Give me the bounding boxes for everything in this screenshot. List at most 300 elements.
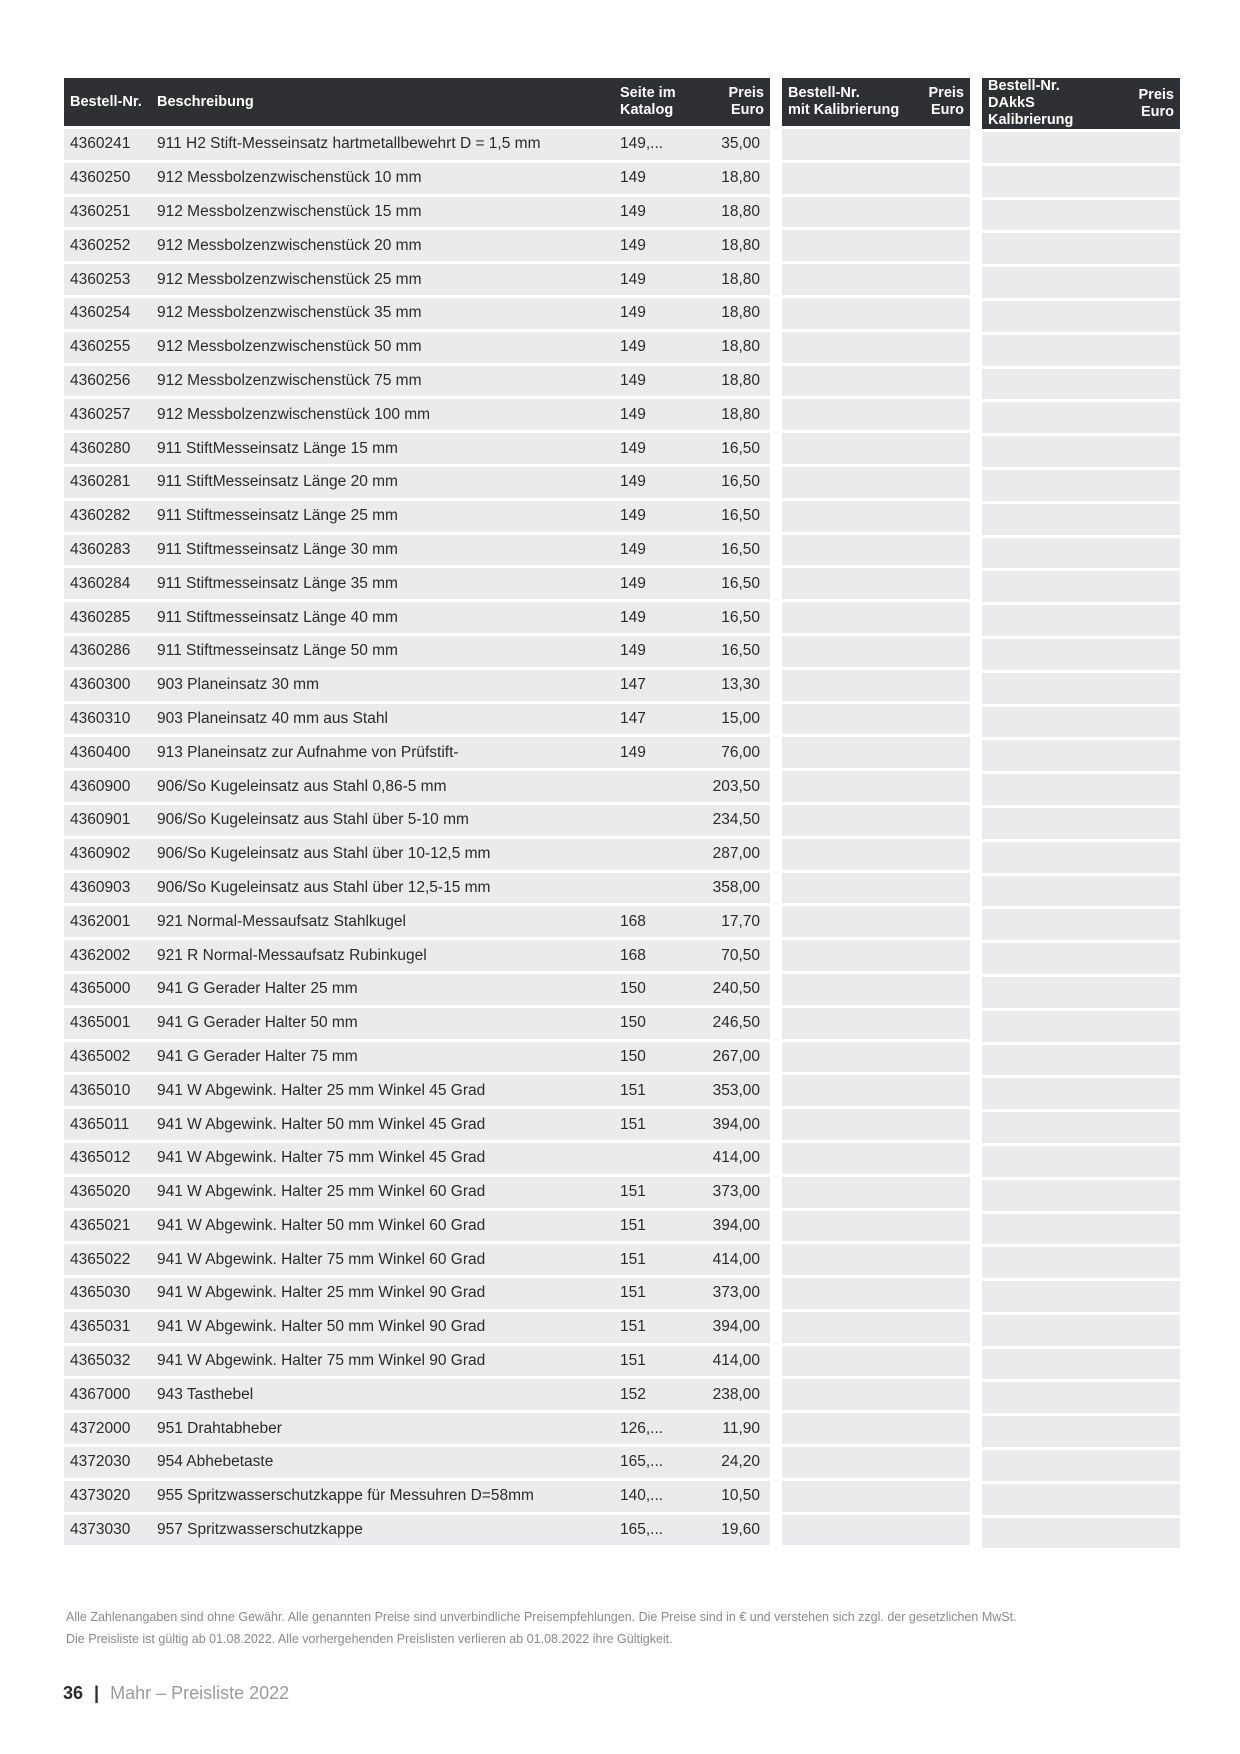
dakks-table-row bbox=[982, 1484, 1180, 1515]
cell-bestell-nr: 4372030 bbox=[64, 1447, 151, 1478]
cell-kal-preis bbox=[916, 974, 970, 1005]
dakks-table-row bbox=[982, 233, 1180, 264]
cell-dakks-preis bbox=[1130, 436, 1180, 467]
table-row bbox=[64, 670, 770, 701]
cell-dakks-bestell-nr bbox=[982, 1247, 1130, 1278]
dakks-table-row bbox=[982, 200, 1180, 231]
cell-bestell-nr: 4360254 bbox=[64, 298, 151, 329]
dakks-table-row bbox=[982, 1281, 1180, 1312]
cell-preis: 76,00 bbox=[686, 737, 770, 768]
page-footer bbox=[63, 1683, 289, 1704]
cell-beschreibung: 941 G Gerader Halter 25 mm bbox=[151, 974, 614, 1005]
table-row bbox=[64, 737, 770, 768]
cell-dakks-bestell-nr bbox=[982, 909, 1130, 940]
table-row bbox=[64, 1143, 770, 1174]
table-row bbox=[64, 940, 770, 971]
cell-bestell-nr: 4360282 bbox=[64, 501, 151, 532]
cell-kal-bestell-nr bbox=[782, 332, 916, 363]
cell-bestell-nr: 4360901 bbox=[64, 805, 151, 836]
table-row bbox=[64, 906, 770, 937]
cell-preis: 19,60 bbox=[686, 1515, 770, 1546]
cell-dakks-bestell-nr bbox=[982, 233, 1130, 264]
cell-beschreibung: 912 Messbolzenzwischenstück 100 mm bbox=[151, 399, 614, 430]
cell-dakks-bestell-nr bbox=[982, 943, 1130, 974]
dakks-table-row bbox=[982, 267, 1180, 298]
cell-beschreibung: 911 Stiftmesseinsatz Länge 50 mm bbox=[151, 636, 614, 667]
cell-kal-preis bbox=[916, 1211, 970, 1242]
cell-dakks-bestell-nr bbox=[982, 673, 1130, 704]
cell-dakks-preis bbox=[1130, 233, 1180, 264]
kal-table-row bbox=[782, 129, 970, 160]
main-table-header-row bbox=[64, 78, 770, 126]
cell-seite: 149 bbox=[614, 568, 686, 599]
cell-dakks-preis bbox=[1130, 977, 1180, 1008]
cell-preis: 203,50 bbox=[686, 771, 770, 802]
cell-kal-preis bbox=[916, 467, 970, 498]
kal-table-row bbox=[782, 1278, 970, 1309]
cell-seite bbox=[614, 805, 686, 836]
cell-kal-preis bbox=[916, 1312, 970, 1343]
cell-kal-bestell-nr bbox=[782, 1312, 916, 1343]
kal-table-row bbox=[782, 230, 970, 261]
dakks-table-row bbox=[982, 1247, 1180, 1278]
cell-seite bbox=[614, 1143, 686, 1174]
cell-preis: 16,50 bbox=[686, 636, 770, 667]
cell-dakks-preis bbox=[1130, 774, 1180, 805]
cell-preis: 238,00 bbox=[686, 1379, 770, 1410]
cell-beschreibung: 912 Messbolzenzwischenstück 50 mm bbox=[151, 332, 614, 363]
dakks-table-row bbox=[982, 673, 1180, 704]
cell-seite: 151 bbox=[614, 1346, 686, 1377]
cell-seite: 149 bbox=[614, 737, 686, 768]
cell-beschreibung: 912 Messbolzenzwischenstück 10 mm bbox=[151, 163, 614, 194]
cell-seite bbox=[614, 771, 686, 802]
cell-kal-preis bbox=[916, 129, 970, 160]
cell-dakks-preis bbox=[1130, 470, 1180, 501]
cell-dakks-preis bbox=[1130, 1349, 1180, 1380]
cell-kal-bestell-nr bbox=[782, 704, 916, 735]
kal-table-row bbox=[782, 771, 970, 802]
dakks-table-row bbox=[982, 1078, 1180, 1109]
table-row bbox=[64, 1447, 770, 1478]
cell-dakks-bestell-nr bbox=[982, 1518, 1130, 1549]
cell-beschreibung: 941 W Abgewink. Halter 75 mm Winkel 90 Grad bbox=[151, 1346, 614, 1377]
cell-seite: 149 bbox=[614, 433, 686, 464]
cell-beschreibung: 906/So Kugeleinsatz aus Stahl über 12,5-15 mm bbox=[151, 873, 614, 904]
cell-bestell-nr: 4362002 bbox=[64, 940, 151, 971]
cell-dakks-bestell-nr bbox=[982, 402, 1130, 433]
dakks-table-row bbox=[982, 369, 1180, 400]
cell-preis: 16,50 bbox=[686, 602, 770, 633]
cell-dakks-preis bbox=[1130, 1045, 1180, 1076]
cell-seite: 151 bbox=[614, 1244, 686, 1275]
cell-kal-preis bbox=[916, 636, 970, 667]
cell-dakks-preis bbox=[1130, 909, 1180, 940]
cell-kal-bestell-nr bbox=[782, 737, 916, 768]
cell-kal-preis bbox=[916, 1515, 970, 1546]
kal-table-row bbox=[782, 535, 970, 566]
cell-bestell-nr: 4365031 bbox=[64, 1312, 151, 1343]
cell-beschreibung: 957 Spritzwasserschutzkappe bbox=[151, 1515, 614, 1546]
cell-bestell-nr: 4360903 bbox=[64, 873, 151, 904]
cell-kal-bestell-nr bbox=[782, 433, 916, 464]
kal-table-row bbox=[782, 602, 970, 633]
cell-bestell-nr: 4367000 bbox=[64, 1379, 151, 1410]
cell-bestell-nr: 4360256 bbox=[64, 366, 151, 397]
dakks-table-row bbox=[982, 1011, 1180, 1042]
cell-kal-preis bbox=[916, 1244, 970, 1275]
cell-kal-preis bbox=[916, 1278, 970, 1309]
dakks-table-row bbox=[982, 1382, 1180, 1413]
cell-dakks-preis bbox=[1130, 740, 1180, 771]
table-row bbox=[64, 1177, 770, 1208]
cell-beschreibung: 954 Abhebetaste bbox=[151, 1447, 614, 1478]
cell-bestell-nr: 4360241 bbox=[64, 129, 151, 160]
cell-dakks-bestell-nr bbox=[982, 740, 1130, 771]
cell-dakks-preis bbox=[1130, 200, 1180, 231]
cell-kal-preis bbox=[916, 1413, 970, 1444]
cell-dakks-bestell-nr bbox=[982, 707, 1130, 738]
cell-beschreibung: 941 W Abgewink. Halter 25 mm Winkel 90 Grad bbox=[151, 1278, 614, 1309]
cell-kal-preis bbox=[916, 1177, 970, 1208]
cell-kal-preis bbox=[916, 366, 970, 397]
table-row bbox=[64, 264, 770, 295]
kal-table-row bbox=[782, 636, 970, 667]
kalibrierung-table bbox=[782, 75, 970, 1548]
main-price-table bbox=[64, 75, 770, 1548]
cell-dakks-preis bbox=[1130, 1011, 1180, 1042]
cell-dakks-bestell-nr bbox=[982, 470, 1130, 501]
table-row bbox=[64, 602, 770, 633]
cell-beschreibung: 941 W Abgewink. Halter 50 mm Winkel 90 Grad bbox=[151, 1312, 614, 1343]
cell-dakks-preis bbox=[1130, 673, 1180, 704]
kal-table-row bbox=[782, 1177, 970, 1208]
cell-dakks-bestell-nr bbox=[982, 571, 1130, 602]
cell-kal-preis bbox=[916, 771, 970, 802]
cell-seite: 150 bbox=[614, 1008, 686, 1039]
dakks-table-row bbox=[982, 639, 1180, 670]
cell-beschreibung: 906/So Kugeleinsatz aus Stahl 0,86-5 mm bbox=[151, 771, 614, 802]
cell-bestell-nr: 4365002 bbox=[64, 1042, 151, 1073]
cell-seite: 140,... bbox=[614, 1481, 686, 1512]
kal-table-header-row bbox=[782, 78, 970, 126]
cell-kal-preis bbox=[916, 501, 970, 532]
cell-kal-preis bbox=[916, 1143, 970, 1174]
cell-bestell-nr: 4360250 bbox=[64, 163, 151, 194]
cell-bestell-nr: 4360286 bbox=[64, 636, 151, 667]
dakks-table-header-row bbox=[982, 78, 1180, 129]
kal-table-row bbox=[782, 197, 970, 228]
cell-preis: 17,70 bbox=[686, 906, 770, 937]
cell-kal-bestell-nr bbox=[782, 1244, 916, 1275]
kal-table-row bbox=[782, 670, 970, 701]
dakks-table-row bbox=[982, 977, 1180, 1008]
cell-kal-preis bbox=[916, 906, 970, 937]
cell-dakks-preis bbox=[1130, 301, 1180, 332]
table-row bbox=[64, 1109, 770, 1140]
cell-dakks-bestell-nr bbox=[982, 538, 1130, 569]
cell-dakks-preis bbox=[1130, 639, 1180, 670]
cell-bestell-nr: 4365000 bbox=[64, 974, 151, 1005]
kal-table-row bbox=[782, 839, 970, 870]
cell-dakks-preis bbox=[1130, 402, 1180, 433]
cell-kal-bestell-nr bbox=[782, 1346, 916, 1377]
cell-preis: 353,00 bbox=[686, 1075, 770, 1106]
cell-dakks-bestell-nr bbox=[982, 1450, 1130, 1481]
cell-bestell-nr: 4360257 bbox=[64, 399, 151, 430]
kal-table-row bbox=[782, 163, 970, 194]
dakks-table-row bbox=[982, 1349, 1180, 1380]
cell-seite bbox=[614, 839, 686, 870]
cell-bestell-nr: 4365022 bbox=[64, 1244, 151, 1275]
cell-beschreibung: 906/So Kugeleinsatz aus Stahl über 5-10 mm bbox=[151, 805, 614, 836]
cell-dakks-bestell-nr bbox=[982, 876, 1130, 907]
cell-kal-preis bbox=[916, 332, 970, 363]
table-row bbox=[64, 1042, 770, 1073]
kal-table-row bbox=[782, 1312, 970, 1343]
table-row bbox=[64, 1211, 770, 1242]
cell-dakks-preis bbox=[1130, 1078, 1180, 1109]
table-row bbox=[64, 467, 770, 498]
kal-table-row bbox=[782, 1075, 970, 1106]
dakks-table-row bbox=[982, 1518, 1180, 1549]
kal-table-row bbox=[782, 1346, 970, 1377]
cell-dakks-preis bbox=[1130, 1180, 1180, 1211]
dakks-table-row bbox=[982, 605, 1180, 636]
kal-table-row bbox=[782, 568, 970, 599]
dakks-table-row bbox=[982, 876, 1180, 907]
kal-table-row bbox=[782, 1008, 970, 1039]
cell-beschreibung: 941 W Abgewink. Halter 25 mm Winkel 60 Grad bbox=[151, 1177, 614, 1208]
cell-preis: 18,80 bbox=[686, 197, 770, 228]
cell-preis: 16,50 bbox=[686, 501, 770, 532]
col-header-preis: Preis Euro bbox=[686, 78, 770, 126]
cell-preis: 18,80 bbox=[686, 298, 770, 329]
cell-preis: 16,50 bbox=[686, 568, 770, 599]
cell-dakks-preis bbox=[1130, 1281, 1180, 1312]
cell-dakks-bestell-nr bbox=[982, 166, 1130, 197]
kal-table-row bbox=[782, 1481, 970, 1512]
cell-dakks-preis bbox=[1130, 1382, 1180, 1413]
cell-dakks-preis bbox=[1130, 538, 1180, 569]
cell-dakks-bestell-nr bbox=[982, 369, 1130, 400]
cell-preis: 18,80 bbox=[686, 332, 770, 363]
kal-table-row bbox=[782, 1515, 970, 1546]
dakks-table-row bbox=[982, 335, 1180, 366]
cell-dakks-bestell-nr bbox=[982, 1112, 1130, 1143]
cell-preis: 414,00 bbox=[686, 1346, 770, 1377]
cell-beschreibung: 906/So Kugeleinsatz aus Stahl über 10-12,5 mm bbox=[151, 839, 614, 870]
cell-seite: 150 bbox=[614, 974, 686, 1005]
cell-dakks-bestell-nr bbox=[982, 1078, 1130, 1109]
kal-table-row bbox=[782, 1211, 970, 1242]
dakks-table-row bbox=[982, 1450, 1180, 1481]
dakks-table-row bbox=[982, 402, 1180, 433]
cell-kal-preis bbox=[916, 535, 970, 566]
table-row bbox=[64, 974, 770, 1005]
dakks-table-row bbox=[982, 301, 1180, 332]
cell-bestell-nr: 4365030 bbox=[64, 1278, 151, 1309]
cell-dakks-preis bbox=[1130, 504, 1180, 535]
cell-preis: 18,80 bbox=[686, 399, 770, 430]
table-row bbox=[64, 1346, 770, 1377]
cell-bestell-nr: 4360310 bbox=[64, 704, 151, 735]
cell-dakks-bestell-nr bbox=[982, 605, 1130, 636]
cell-bestell-nr: 4365011 bbox=[64, 1109, 151, 1140]
cell-beschreibung: 941 W Abgewink. Halter 25 mm Winkel 45 Grad bbox=[151, 1075, 614, 1106]
cell-beschreibung: 941 G Gerader Halter 75 mm bbox=[151, 1042, 614, 1073]
dakks-table-row bbox=[982, 707, 1180, 738]
cell-kal-bestell-nr bbox=[782, 197, 916, 228]
cell-dakks-preis bbox=[1130, 1315, 1180, 1346]
kal-table-row bbox=[782, 264, 970, 295]
cell-dakks-preis bbox=[1130, 707, 1180, 738]
cell-seite: 168 bbox=[614, 940, 686, 971]
cell-dakks-bestell-nr bbox=[982, 1349, 1130, 1380]
cell-seite: 149 bbox=[614, 197, 686, 228]
cell-beschreibung: 912 Messbolzenzwischenstück 20 mm bbox=[151, 230, 614, 261]
table-row bbox=[64, 501, 770, 532]
cell-preis: 35,00 bbox=[686, 129, 770, 160]
col-header-dakks-bestell-nr: Bestell-Nr. DAkkS Kalibrierung bbox=[982, 78, 1130, 129]
cell-bestell-nr: 4362001 bbox=[64, 906, 151, 937]
cell-beschreibung: 941 G Gerader Halter 50 mm bbox=[151, 1008, 614, 1039]
cell-preis: 13,30 bbox=[686, 670, 770, 701]
cell-bestell-nr: 4360902 bbox=[64, 839, 151, 870]
cell-dakks-preis bbox=[1130, 369, 1180, 400]
cell-preis: 18,80 bbox=[686, 163, 770, 194]
table-row bbox=[64, 873, 770, 904]
cell-dakks-bestell-nr bbox=[982, 977, 1130, 1008]
dakks-table-row bbox=[982, 774, 1180, 805]
cell-beschreibung: 903 Planeinsatz 30 mm bbox=[151, 670, 614, 701]
cell-preis: 414,00 bbox=[686, 1143, 770, 1174]
kal-table-row bbox=[782, 1244, 970, 1275]
table-row bbox=[64, 568, 770, 599]
cell-dakks-preis bbox=[1130, 605, 1180, 636]
cell-beschreibung: 921 R Normal-Messaufsatz Rubinkugel bbox=[151, 940, 614, 971]
cell-beschreibung: 911 StiftMesseinsatz Länge 15 mm bbox=[151, 433, 614, 464]
dakks-table-row bbox=[982, 1045, 1180, 1076]
table-row bbox=[64, 1515, 770, 1546]
dakks-table-row bbox=[982, 132, 1180, 163]
cell-seite: 149 bbox=[614, 399, 686, 430]
cell-kal-preis bbox=[916, 670, 970, 701]
cell-kal-preis bbox=[916, 737, 970, 768]
table-row bbox=[64, 771, 770, 802]
cell-dakks-bestell-nr bbox=[982, 1214, 1130, 1245]
dakks-table-row bbox=[982, 842, 1180, 873]
cell-dakks-preis bbox=[1130, 808, 1180, 839]
cell-kal-bestell-nr bbox=[782, 940, 916, 971]
cell-seite: 149 bbox=[614, 332, 686, 363]
cell-kal-bestell-nr bbox=[782, 1008, 916, 1039]
cell-bestell-nr: 4360283 bbox=[64, 535, 151, 566]
dakks-table-row bbox=[982, 1180, 1180, 1211]
cell-bestell-nr: 4365032 bbox=[64, 1346, 151, 1377]
cell-seite: 149 bbox=[614, 467, 686, 498]
cell-dakks-bestell-nr bbox=[982, 842, 1130, 873]
cell-preis: 287,00 bbox=[686, 839, 770, 870]
cell-preis: 16,50 bbox=[686, 433, 770, 464]
disclaimer-line-2: Die Preisliste ist gültig ab 01.08.2022. Alle vorhergehenden Preislisten verlieren ab 01.08.2022 ihre Gültigkeit. bbox=[66, 1632, 673, 1646]
cell-seite: 165,... bbox=[614, 1515, 686, 1546]
cell-seite: 151 bbox=[614, 1177, 686, 1208]
cell-beschreibung: 913 Planeinsatz zur Aufnahme von Prüfstift- bbox=[151, 737, 614, 768]
cell-kal-bestell-nr bbox=[782, 129, 916, 160]
cell-beschreibung: 921 Normal-Messaufsatz Stahlkugel bbox=[151, 906, 614, 937]
cell-kal-preis bbox=[916, 1346, 970, 1377]
cell-dakks-preis bbox=[1130, 1247, 1180, 1278]
cell-beschreibung: 951 Drahtabheber bbox=[151, 1413, 614, 1444]
table-row bbox=[64, 1413, 770, 1444]
cell-kal-bestell-nr bbox=[782, 636, 916, 667]
cell-seite: 149 bbox=[614, 230, 686, 261]
cell-dakks-bestell-nr bbox=[982, 504, 1130, 535]
dakks-table-row bbox=[982, 740, 1180, 771]
cell-dakks-bestell-nr bbox=[982, 267, 1130, 298]
cell-beschreibung: 941 W Abgewink. Halter 50 mm Winkel 60 Grad bbox=[151, 1211, 614, 1242]
cell-dakks-bestell-nr bbox=[982, 1484, 1130, 1515]
cell-preis: 358,00 bbox=[686, 873, 770, 904]
kal-table-row bbox=[782, 332, 970, 363]
cell-kal-preis bbox=[916, 197, 970, 228]
cell-kal-bestell-nr bbox=[782, 974, 916, 1005]
cell-dakks-bestell-nr bbox=[982, 639, 1130, 670]
col-header-kal-bestell-nr: Bestell-Nr. mit Kalibrierung bbox=[782, 78, 916, 126]
kal-table-row bbox=[782, 805, 970, 836]
table-row bbox=[64, 298, 770, 329]
cell-kal-preis bbox=[916, 264, 970, 295]
cell-bestell-nr: 4365001 bbox=[64, 1008, 151, 1039]
table-row bbox=[64, 535, 770, 566]
cell-kal-bestell-nr bbox=[782, 1447, 916, 1478]
cell-beschreibung: 911 Stiftmesseinsatz Länge 30 mm bbox=[151, 535, 614, 566]
cell-kal-bestell-nr bbox=[782, 805, 916, 836]
cell-seite: 149 bbox=[614, 501, 686, 532]
cell-preis: 24,20 bbox=[686, 1447, 770, 1478]
cell-dakks-bestell-nr bbox=[982, 1281, 1130, 1312]
cell-bestell-nr: 4360253 bbox=[64, 264, 151, 295]
cell-bestell-nr: 4360284 bbox=[64, 568, 151, 599]
cell-beschreibung: 912 Messbolzenzwischenstück 15 mm bbox=[151, 197, 614, 228]
cell-beschreibung: 912 Messbolzenzwischenstück 75 mm bbox=[151, 366, 614, 397]
cell-bestell-nr: 4360285 bbox=[64, 602, 151, 633]
cell-beschreibung: 943 Tasthebel bbox=[151, 1379, 614, 1410]
cell-bestell-nr: 4360300 bbox=[64, 670, 151, 701]
cell-dakks-preis bbox=[1130, 1146, 1180, 1177]
cell-kal-bestell-nr bbox=[782, 1379, 916, 1410]
cell-dakks-preis bbox=[1130, 943, 1180, 974]
dakks-table-row bbox=[982, 943, 1180, 974]
cell-beschreibung: 903 Planeinsatz 40 mm aus Stahl bbox=[151, 704, 614, 735]
cell-seite: 126,... bbox=[614, 1413, 686, 1444]
table-row bbox=[64, 399, 770, 430]
cell-seite: 152 bbox=[614, 1379, 686, 1410]
cell-dakks-bestell-nr bbox=[982, 774, 1130, 805]
cell-seite: 151 bbox=[614, 1211, 686, 1242]
cell-kal-preis bbox=[916, 1042, 970, 1073]
table-row bbox=[64, 197, 770, 228]
dakks-table-row bbox=[982, 504, 1180, 535]
kal-table-row bbox=[782, 940, 970, 971]
cell-preis: 18,80 bbox=[686, 264, 770, 295]
cell-bestell-nr: 4373030 bbox=[64, 1515, 151, 1546]
cell-preis: 267,00 bbox=[686, 1042, 770, 1073]
table-row bbox=[64, 1075, 770, 1106]
cell-seite: 147 bbox=[614, 704, 686, 735]
table-row bbox=[64, 366, 770, 397]
